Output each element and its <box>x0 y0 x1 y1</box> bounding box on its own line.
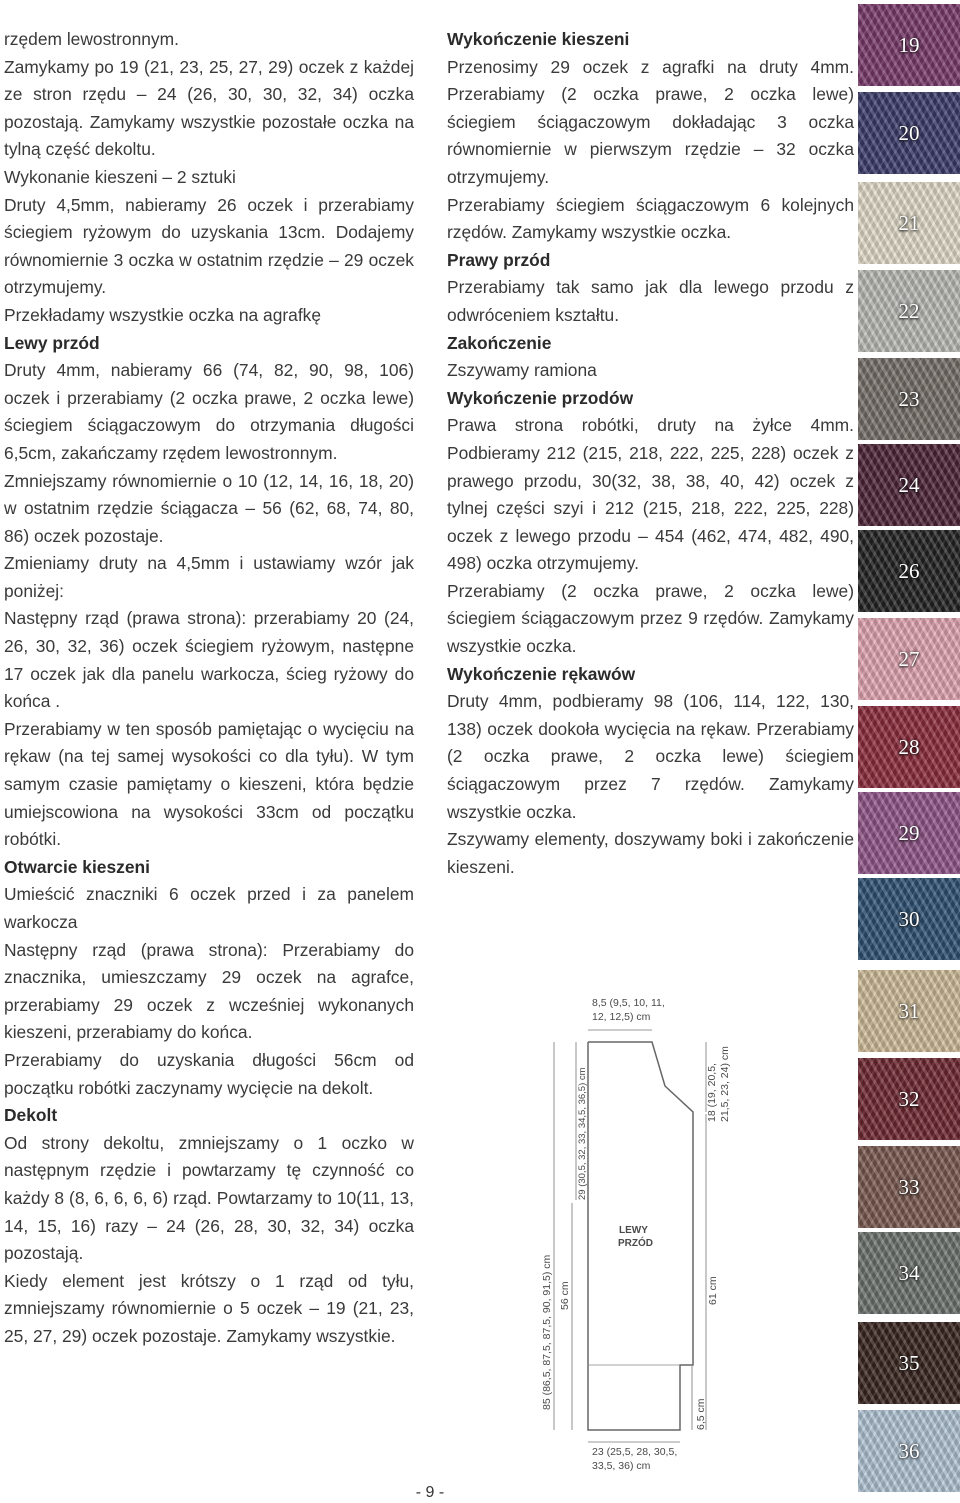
yarn-swatch-number: 22 <box>898 298 920 323</box>
middle-heading: Wykończenie kieszeni <box>447 29 630 49</box>
yarn-swatch-number: 29 <box>898 820 920 845</box>
page-number: - 9 - <box>415 1484 445 1501</box>
left-paragraph: rzędem lewostronnym. <box>4 29 179 49</box>
yarn-color-swatches <box>858 0 960 1503</box>
yarn-swatch <box>858 706 960 788</box>
left-paragraph: Następny rząd (prawa strona): Przerabiamy do znacznika, umieszczamy 29 oczek na agrafce, przerabiamy 29 oczek z wcześniej wykonanych kieszeni, przerabiamy do końca. <box>4 939 414 1043</box>
left-paragraph: Kiedy element jest krótszy o 1 rząd od tyłu, zmniejszamy równomiernie o 5 oczek – 19 (21, 23, 25, 27, 29) oczek pozostaje. Zamykamy wszystkie. <box>4 1270 414 1346</box>
body-height-label: 56 cm <box>559 1281 571 1310</box>
middle-paragraph: Zszywamy ramiona <box>447 360 597 381</box>
left-paragraph: Przekładamy wszystkie oczka na agrafkę <box>4 304 322 325</box>
yarn-swatch <box>858 1410 960 1492</box>
left-paragraph: Następny rząd (prawa strona): przerabiamy 20 (24, 26, 30, 32, 36) oczek ściegiem ryżowym, następne 17 oczek jak dla panelu warkocza, ścieg ryżowy do końca . <box>4 608 414 712</box>
yarn-swatch <box>858 270 960 352</box>
left-heading: Otwarcie kieszeni <box>4 856 150 877</box>
left-heading: Lewy przód <box>4 332 100 353</box>
yarn-swatch <box>858 4 960 86</box>
yarn-swatch-number: 26 <box>898 558 920 583</box>
left-text-column <box>4 26 414 1351</box>
side-height-label: 61 cm <box>707 1276 719 1305</box>
middle-paragraph: Przenosimy 29 oczek z agrafki na druty 4mm. Przerabiamy (2 oczka prawe, 2 oczka lewe) ściegiem ściągaczowym dokładając 3 oczka równomiernie w pierwszym rzędzie – 32 oczka otrzymujemy. <box>447 56 854 187</box>
yarn-swatch-number: 33 <box>898 1174 920 1199</box>
yarn-swatch <box>858 1058 960 1140</box>
yarn-swatch-number: 20 <box>898 120 920 145</box>
yarn-swatch-number: 35 <box>898 1350 920 1375</box>
left-paragraph: Zamykamy po 19 (21, 23, 25, 27, 29) oczek z każdej ze stron rzędu – 24 (26, 30, 30, 32, 34) oczka pozostają. Zamykamy wszystkie pozostałe oczka na tylną część dekoltu. <box>4 56 414 160</box>
yarn-swatch-number: 21 <box>898 210 920 235</box>
middle-text-column <box>447 26 854 881</box>
yarn-swatch-number: 28 <box>898 734 920 759</box>
yarn-swatch <box>858 358 960 440</box>
left-heading: Dekolt <box>4 1105 58 1126</box>
yarn-swatch <box>858 1232 960 1314</box>
left-paragraph: Druty 4,5mm, nabieramy 26 oczek i przerabiamy ściegiem ryżowym do uzyskania 13cm. Dodajemy równomiernie 3 oczka w ostatnim rzędzie – 29 oczek otrzymujemy. <box>4 194 414 298</box>
shoulder-width-label-2: 12, 12,5) cm <box>592 1011 651 1023</box>
yarn-swatch <box>858 530 960 612</box>
yarn-swatch <box>858 92 960 174</box>
yarn-swatch-number: 32 <box>898 1086 920 1111</box>
armhole-label-1: 18 (19, 20,5, <box>706 1063 718 1122</box>
garment-outline <box>588 1042 693 1430</box>
left-paragraph: Wykonanie kieszeni – 2 sztuki <box>4 166 236 187</box>
yarn-swatch-number: 36 <box>898 1438 920 1463</box>
left-paragraph: Zmieniamy druty na 4,5mm i ustawiamy wzór jak poniżej: <box>4 553 414 601</box>
left-paragraph: Przerabiamy do uzyskania długości 56cm od początku robótki zaczynamy wycięcie na dekolt. <box>4 1049 414 1098</box>
left-paragraph: Przerabiamy w ten sposób pamiętając o wycięciu na rękaw (na tej samej wysokości co dla tyłu). W tym samym czasie pamiętamy o kieszeni, która będzie umiejscowiona na wysokości 33cm od początku robótki. <box>4 718 414 850</box>
middle-heading: Zakończenie <box>447 332 552 353</box>
neck-depth-label: 29 (30,5, 32, 33, 34,5, 36,5) cm <box>577 1067 588 1200</box>
yarn-swatch <box>858 970 960 1052</box>
yarn-swatch <box>858 182 960 264</box>
yarn-swatch-number: 27 <box>898 646 920 671</box>
yarn-swatch <box>858 792 960 874</box>
yarn-swatch-number: 34 <box>898 1260 920 1285</box>
yarn-swatch-number: 19 <box>898 32 920 57</box>
yarn-swatch <box>858 618 960 700</box>
left-paragraph: Od strony dekoltu, zmniejszamy o 1 oczko w następnym rzędzie i powtarzamy tę czynność co każdy 8 (8, 6, 6, 6, 6) rząd. Powtarzamy to 10(11, 13, 14, 15, 16) razy – 24 (26, 28, 30, 32, 34) oczka pozostają. <box>4 1132 414 1264</box>
left-front-schematic <box>520 990 760 1472</box>
shoulder-width-label-1: 8,5 (9,5, 10, 11, <box>592 997 665 1009</box>
middle-paragraph: Prawa strona robótki, druty na żyłce 4mm. Podbieramy 212 (215, 218, 222, 225, 228) oczek z prawego przodu, 30(32, 38, 38, 40, 42) oczek z tylnej części szyi i 212 (215, 218, 222, 225, 228) oczek z lewego przodu – 454 (462, 474, 482, 490, 498) oczka otrzymujemy. <box>447 415 854 574</box>
middle-heading: Wykończenie przodów <box>447 387 634 408</box>
middle-heading: Wykończenie rękawów <box>447 663 636 684</box>
armhole-label-2: 21,5, 23, 24) cm <box>719 1046 731 1122</box>
yarn-swatch-number: 30 <box>898 906 920 931</box>
rib-height-label: 6,5 cm <box>695 1398 707 1430</box>
middle-paragraph: Zszywamy elementy, doszywamy boki i zakończenie kieszeni. <box>447 829 854 877</box>
left-paragraph: Zmniejszamy równomiernie o 10 (12, 14, 16, 18, 20) w ostatnim rzędzie ściągacza – 56 (62, 68, 74, 80, 86) oczek pozostaje. <box>4 470 414 546</box>
middle-paragraph: Przerabiamy (2 oczka prawe, 2 oczka lewe) ściegiem ściągaczowym przez 9 rzędów. Zamykamy wszystkie oczka. <box>447 580 854 657</box>
piece-label-1: LEWY <box>619 1225 648 1236</box>
schematic-drawing <box>520 990 760 1472</box>
middle-paragraph: Przerabiamy ściegiem ściągaczowym 6 kolejnych rzędów. Zamykamy wszystkie oczka. <box>447 194 854 243</box>
full-height-label: 85 (86,5, 87,5, 87,5, 90, 91,5) cm <box>541 1254 553 1410</box>
piece-label-2: PRZÓD <box>618 1238 653 1249</box>
middle-heading: Prawy przód <box>447 249 551 270</box>
yarn-swatch <box>858 1322 960 1404</box>
yarn-swatch <box>858 878 960 960</box>
yarn-swatch-number: 24 <box>898 472 920 497</box>
left-paragraph: Umieścić znaczniki 6 oczek przed i za panelem warkocza <box>4 884 414 932</box>
bottom-width-label-1: 23 (25,5, 28, 30,5, <box>592 1446 678 1458</box>
bottom-width-label-2: 33,5, 36) cm <box>592 1460 651 1472</box>
yarn-swatch <box>858 444 960 526</box>
yarn-swatch <box>858 1146 960 1228</box>
middle-paragraph: Druty 4mm, podbieramy 98 (106, 114, 122, 130, 138) oczek dookoła wycięcia na rękaw. Przerabiamy (2 oczka prawe, 2 oczka lewe) ściegiem ściągaczowym przez 7 rzędów. Zamykamy wszystkie oczka. <box>447 691 854 822</box>
left-paragraph: Druty 4mm, nabieramy 66 (74, 82, 90, 98, 106) oczek i przerabiamy (2 oczka prawe, 2 oczka lewe) ściegiem ściągaczowym do otrzymania długości 6,5cm, zakańczamy rzędem lewostronnym. <box>4 360 414 463</box>
middle-paragraph: Przerabiamy tak samo jak dla lewego przodu z odwróceniem kształtu. <box>447 277 854 325</box>
yarn-swatch-number: 23 <box>898 386 920 411</box>
yarn-swatch-number: 31 <box>898 998 920 1023</box>
